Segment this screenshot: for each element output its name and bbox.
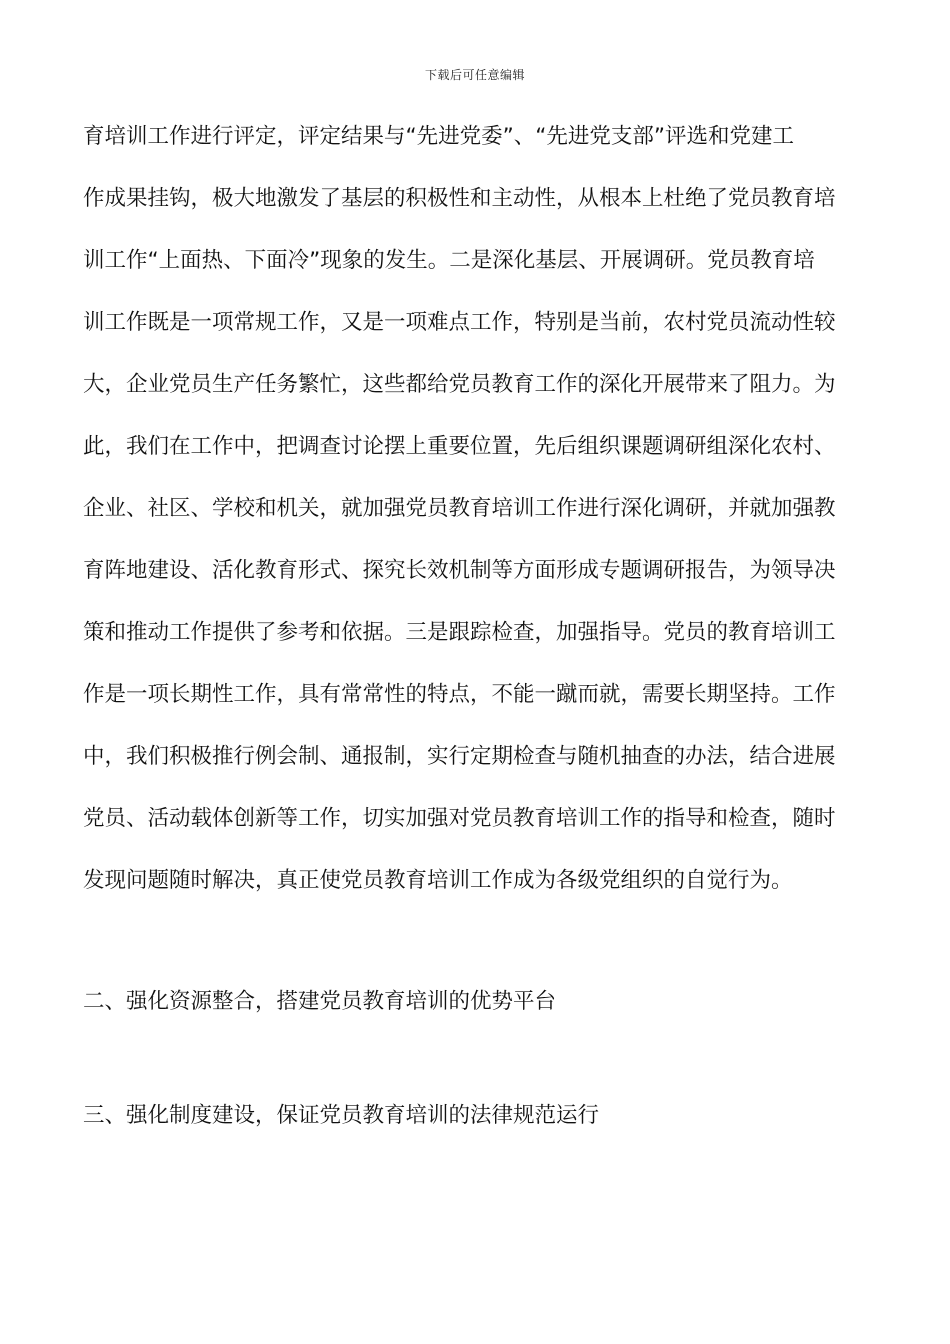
paragraph-line: 作成果挂钩，极大地激发了基层的积极性和主动性，从根本上杜绝了党员教育培 <box>83 186 836 211</box>
section-heading-3: 三、强化制度建设，保证党员教育培训的法律规范运行 <box>83 1103 600 1128</box>
paragraph-line: 策和推动工作提供了参考和依据。三是跟踪检查，加强指导。党员的教育培训工 <box>83 620 836 645</box>
section-heading-2: 二、强化资源整合，搭建党员教育培训的优势平台 <box>83 989 557 1014</box>
body-paragraph <box>83 118 867 924</box>
paragraph-line: 作是一项长期性工作，具有常常性的特点，不能一蹴而就，需要长期坚持。工作 <box>83 682 836 707</box>
paragraph-line: 中，我们积极推行例会制、通报制，实行定期检查与随机抽查的办法，结合进展 <box>83 744 836 769</box>
paragraph-line: 发现问题随时解决，真正使党员教育培训工作成为各级党组织的自觉行为。 <box>83 868 793 893</box>
paragraph-line: 党员、活动载体创新等工作，切实加强对党员教育培训工作的指导和检查，随时 <box>83 806 836 831</box>
page-header-note: 下载后可任意编辑 <box>424 68 525 82</box>
paragraph-line: 训工作既是一项常规工作，又是一项难点工作，特别是当前，农村党员流动性较 <box>83 310 836 335</box>
paragraph-line: 育阵地建设、活化教育形式、探究长效机制等方面形成专题调研报告，为领导决 <box>83 558 836 583</box>
paragraph-line: 育培训工作进行评定，评定结果与“先进党委”、“先进党支部”评选和党建工 <box>83 124 795 149</box>
paragraph-line: 企业、社区、学校和机关，就加强党员教育培训工作进行深化调研，并就加强教 <box>83 496 836 521</box>
paragraph-line: 训工作“上面热、下面冷”现象的发生。二是深化基层、开展调研。党员教育培 <box>83 248 815 273</box>
paragraph-line: 此，我们在工作中，把调查讨论摆上重要位置，先后组织课题调研组深化农村、 <box>83 434 836 459</box>
paragraph-line: 大，企业党员生产任务繁忙，这些都给党员教育工作的深化开展带来了阻力。为 <box>83 372 836 397</box>
